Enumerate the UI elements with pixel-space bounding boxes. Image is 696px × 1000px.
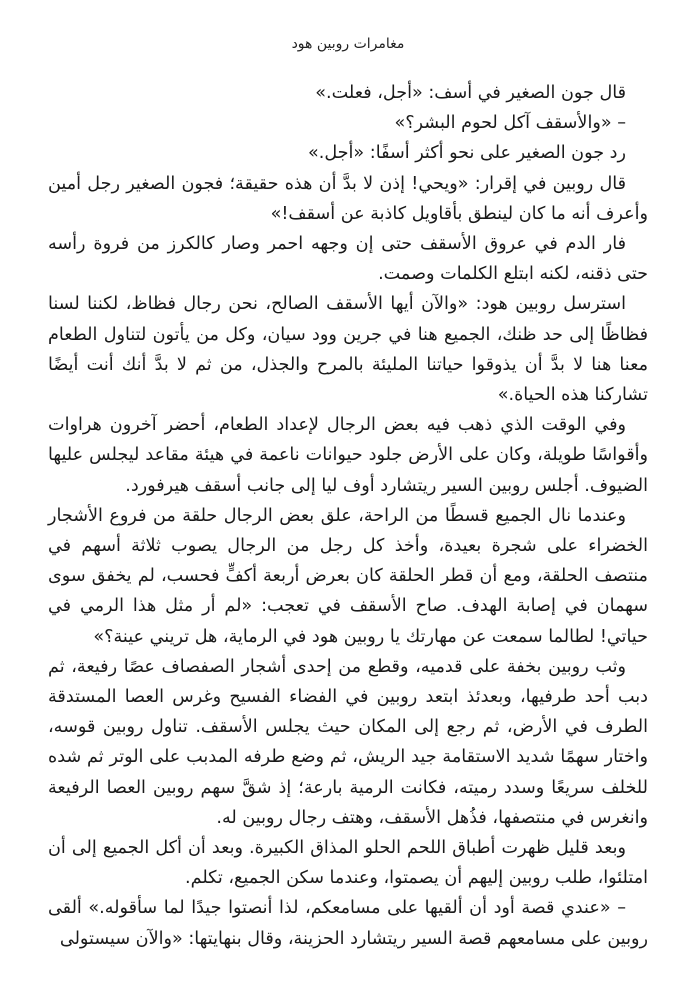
body-text — [48, 78, 648, 954]
paragraph: وفي الوقت الذي ذهب فيه بعض الرجال لإعداد الطعام، أحضر آخرون هراوات وأقواسًا طويلة، وكان على الأرض جلود حيوانات ناعمة في هيئة مقاعد ليجلس عليها الضيوف. أجلس روبين السير ريتشارد أوف ليا إلى جانب أسقف هيرفورد. — [48, 415, 648, 496]
paragraph: فار الدم في عروق الأسقف حتى إن وجهه احمر وصار كالكرز من فروة رأسه حتى ذقنه، لكنه ابتلع الكلمات وصمت. — [48, 234, 648, 285]
paragraph: استرسل روبين هود: «والآن أيها الأسقف الصالح، نحن رجال فظاظ، لكننا لسنا فظاظًا إلى حد ظنك، الجميع هنا في جرين وود سيان، وكل من يأتون لتناول الطعام معنا هنا لا بدَّ أن يذوقوا حياتنا المليئة بالمرح والجذل، من ثم لا بدَّ أنك أنت أيضًا تشاركنا هذه الحياة.» — [48, 294, 648, 406]
paragraph: – «عندي قصة أود أن ألقيها على مسامعكم، لذا أنصتوا جيدًا لما سأقوله.» ألقى روبين على مسامعهم قصة السير ريتشارد الحزينة، وقال بنهايتها: «والآن سيستولى — [48, 898, 648, 949]
paragraph: وعندما نال الجميع قسطًا من الراحة، علق بعض الرجال حلقة من فروع الأشجار الخضراء على شجرة بعيدة، وأخذ كل رجل من الرجال يصوب ثلاثة أسهم في منتصف الحلقة، ومع أن قطر الحلقة كان بعرض أربعة أكفٍّ فحسب، لم يخفق سوى سهمان في إصابة الهدف. صاح الأسقف في تعجب: «لم أر مثل هذا الرمي في حياتي! لطالما سمعت عن مهارتك يا روبين هود في الرماية، هل تريني عينة؟» — [48, 505, 648, 647]
book-page — [48, 0, 648, 1000]
paragraph: – «والأسقف آكل لحوم البشر؟» — [394, 113, 626, 134]
paragraph: قال روبين في إقرار: «ويحي! إذن لا بدَّ أن هذه حقيقة؛ فجون الصغير رجل أمين وأعرف أنه ما كان لينطق بأقاويل كاذبة عن أسقف!» — [48, 173, 648, 224]
paragraph: وبعد قليل ظهرت أطباق اللحم الحلو المذاق الكبيرة. وبعد أن أكل الجميع إلى أن امتلئوا، طلب روبين إليهم أن يصمتوا، وعندما سكن الجميع، تكلم. — [48, 838, 648, 889]
paragraph: قال جون الصغير في أسف: «أجل، فعلت.» — [315, 83, 626, 103]
paragraph: وثب روبين بخفة على قدميه، وقطع من إحدى أشجار الصفصاف عصًا رفيعة، ثم دبب أحد طرفيها، وبعدئذ ابتعد روبين في الفضاء الفسيح وغرس العصا المستدقة الطرف في الأرض، ثم رجع إلى المكان حيث يجلس الأسقف. تناول روبين قوسه، واختار سهمًا شديد الاستقامة جيد الريش، ثم وضع طرفه المدبب على الوتر ثم شده للخلف سريعًا وسدد رميته، فكانت الرمية بارعة؛ إذ شقَّ سهم روبين العصا الرفيعة وانغرس في منتصفها، فذُهل الأسقف، وهتف رجال روبين له. — [48, 656, 648, 828]
paragraph: رد جون الصغير على نحو أكثر أسفًا: «أجل.» — [307, 143, 626, 164]
running-header: مغامرات روبين هود — [291, 36, 405, 52]
